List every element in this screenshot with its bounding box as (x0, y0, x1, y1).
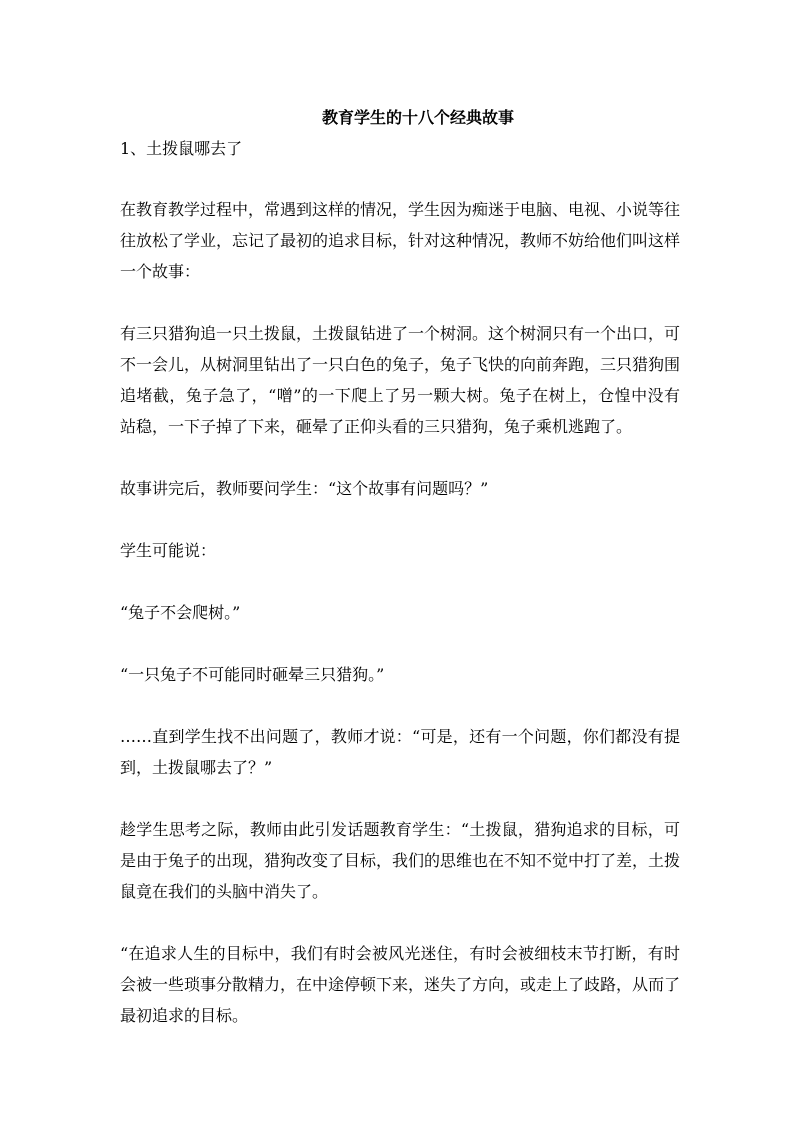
paragraph-student-answer-1: “兔子不会爬树。” (120, 603, 241, 622)
paragraph-teacher-remark: ……直到学生找不出问题了，教师才说：“可是，还有一个问题，你们都没有提到，土拨鼠哪去了？” (120, 727, 680, 777)
paragraph-student-intro: 学生可能说： (120, 541, 217, 560)
paragraph-intro: 在教育教学过程中，常遇到这样的情况，学生因为痴迷于电脑、电视、小说等往往放松了学业，忘记了最初的追求目标，针对这种情况，教师不妨给他们叫这样一个故事： (120, 200, 681, 281)
paragraph-lesson: 趁学生思考之际，教师由此引发话题教育学生：“土拨鼠，猎狗追求的目标，可是由于兔子的出现，猎狗改变了目标，我们的思维也在不知不觉中打了差，土拨鼠竟在我们的头脑中消失了。 (120, 820, 681, 901)
section-heading: 1、土拨鼠哪去了 (120, 139, 243, 158)
document-title: 教育学生的十八个经典故事 (321, 108, 514, 127)
paragraph-teacher-question: 故事讲完后，教师要问学生：“这个故事有问题吗？” (120, 479, 489, 498)
paragraph-story: 有三只猎狗追一只土拨鼠，土拨鼠钻进了一个树洞。这个树洞只有一个出口，可不一会儿，从树洞里钻出了一只白色的兔子，兔子飞快的向前奔跑，三只猎狗围追堵截，兔子急了，“噌”的一下爬上了另一颗大树。兔子在树上，仓惶中没有站稳，一下子掉了下来，砸晕了正仰头看的三只猎狗，兔子乘机逃跑了。 (120, 324, 681, 436)
paragraph-student-answer-2: “一只兔子不可能同时砸晕三只猎狗。” (120, 665, 385, 684)
document-page (120, 104, 680, 1031)
paragraph-conclusion: “在追求人生的目标中，我们有时会被风光迷住，有时会被细枝末节打断，有时会被一些琐事分散精力，在中途停顿下来，迷失了方向，或走上了歧路，从而了最初追求的目标。 (120, 944, 681, 1025)
